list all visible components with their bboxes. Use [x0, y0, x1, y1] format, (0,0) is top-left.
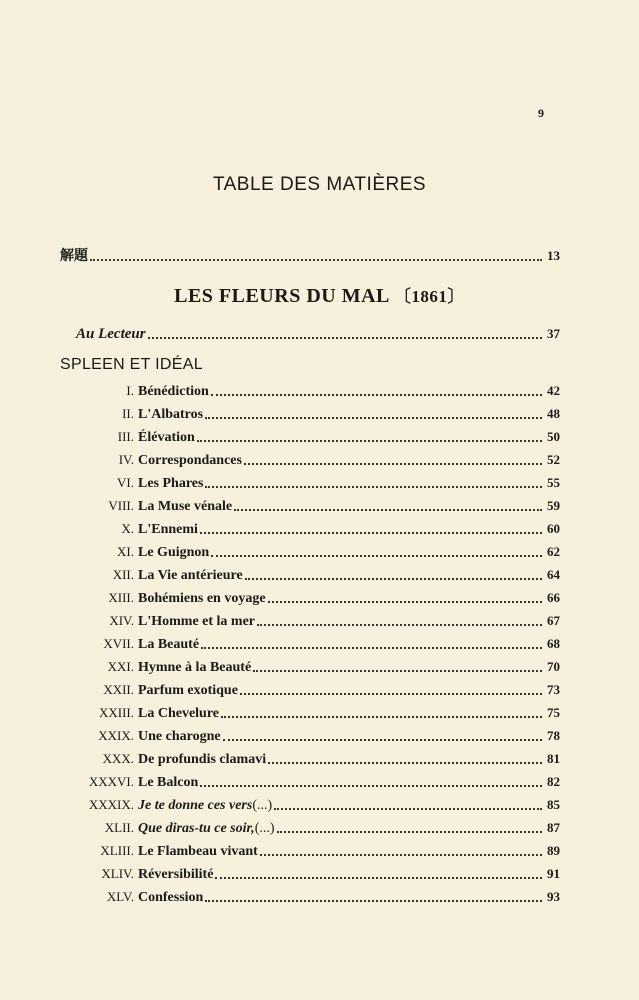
entry-title: Réversibilité [138, 867, 214, 882]
dot-leader [257, 623, 542, 626]
dot-leader [240, 692, 542, 695]
toc-entry [0, 657, 560, 677]
entry-page: 87 [547, 820, 560, 835]
kaidai-label: 解題 [60, 248, 88, 264]
entry-page: 62 [547, 544, 560, 559]
entry-title: L'Homme et la mer [138, 614, 256, 629]
dot-leader [200, 784, 542, 787]
toc-entry [0, 588, 560, 608]
toc-entry [0, 841, 560, 861]
entry-page: 73 [547, 682, 560, 697]
entry-page: 78 [547, 728, 560, 743]
entry-title: Correspondances [138, 453, 242, 468]
entry-page: 75 [547, 705, 560, 720]
entry-numeral: XIII. [108, 590, 134, 605]
dot-leader [205, 485, 542, 488]
entry-numeral: XLIII. [100, 843, 134, 858]
au-lecteur-page: 37 [547, 326, 560, 341]
dot-leader [200, 531, 542, 534]
entry-page: 91 [547, 866, 560, 881]
entry-page: 59 [547, 498, 560, 513]
entry-title: La Vie antérieure [138, 568, 243, 583]
dot-leader [268, 600, 542, 603]
entry-numeral: VIII. [108, 498, 134, 513]
dot-leader [268, 761, 542, 764]
section-title: LES FLEURS DU MAL [174, 285, 390, 307]
toc-title: TABLE DES MATIÈRES [212, 174, 427, 195]
dot-leader [234, 508, 542, 511]
part-heading: SPLEEN ET IDÉAL [60, 356, 203, 373]
entry-page: 93 [547, 889, 560, 904]
entry-page: 82 [547, 774, 560, 789]
entry-page: 60 [547, 521, 560, 536]
entry-numeral: III. [117, 429, 134, 444]
toc-row-kaidai [60, 246, 560, 266]
entry-suffix: (...) [254, 821, 275, 836]
page-number: 9 [538, 106, 544, 120]
entry-numeral: XXI. [107, 659, 134, 674]
dot-leader [211, 554, 542, 557]
entry-page: 85 [547, 797, 560, 812]
entry-numeral: XXX. [102, 751, 134, 766]
dot-leader [245, 577, 542, 580]
toc-entry [0, 795, 560, 815]
entry-page: 42 [547, 383, 560, 398]
entry-title: De profundis clamavi [138, 752, 267, 767]
entry-title: Le Balcon [138, 775, 199, 790]
entry-title: Les Phares [138, 476, 204, 491]
toc-entry [0, 703, 560, 723]
toc-entry [0, 864, 560, 884]
entry-numeral: XXIII. [98, 705, 134, 720]
dot-leader [260, 853, 542, 856]
entry-numeral: I. [126, 383, 134, 398]
au-lecteur-label: Au Lecteur [76, 326, 146, 342]
entry-title: Confession [138, 890, 204, 905]
entry-page: 67 [547, 613, 560, 628]
toc-entry [0, 473, 560, 493]
toc-row-au-lecteur [76, 324, 560, 344]
entry-page: 52 [547, 452, 560, 467]
entry-title: La Muse vénale [138, 499, 233, 514]
toc-entry [0, 680, 560, 700]
entry-page: 55 [547, 475, 560, 490]
dot-leader [211, 393, 542, 396]
entry-numeral: XIV. [109, 613, 134, 628]
entry-title: Bohémiens en voyage [138, 591, 266, 606]
entry-numeral: XII. [112, 567, 134, 582]
toc-entry [0, 726, 560, 746]
toc-entry [0, 519, 560, 539]
dot-leader [205, 899, 542, 902]
entry-numeral: XVII. [103, 636, 134, 651]
entry-title: La Beauté [138, 637, 200, 652]
entry-title: Une charogne [138, 729, 221, 744]
entry-title: Que diras-tu ce soir, [138, 821, 255, 836]
toc-entry [0, 542, 560, 562]
entry-page: 50 [547, 429, 560, 444]
entry-page: 64 [547, 567, 560, 582]
kaidai-page: 13 [547, 248, 560, 263]
toc-entry [0, 496, 560, 516]
toc-entry [0, 381, 560, 401]
entry-suffix: (...) [252, 798, 273, 813]
entry-numeral: XXII. [103, 682, 134, 697]
dot-leader [205, 416, 542, 419]
dot-leader [223, 738, 542, 741]
entry-numeral: XLIV. [101, 866, 134, 881]
entry-title: Je te donne ces vers [138, 798, 253, 813]
toc-entry [0, 450, 560, 470]
section-heading [0, 282, 639, 308]
dot-leader [253, 669, 542, 672]
toc-entry [0, 772, 560, 792]
toc-entry [0, 887, 560, 907]
entry-title: Bénédiction [138, 384, 209, 399]
entry-page: 89 [547, 843, 560, 858]
dot-leader [221, 715, 542, 718]
dot-leader [148, 336, 542, 339]
section-year: 〔1861〕 [393, 287, 465, 306]
entry-page: 68 [547, 636, 560, 651]
entry-numeral: XXXIX. [88, 797, 134, 812]
entry-numeral: VI. [117, 475, 134, 490]
entry-numeral: XLV. [106, 889, 134, 904]
entry-numeral: XXIX. [98, 728, 134, 743]
entry-title: L'Ennemi [138, 522, 198, 537]
dot-leader [244, 462, 542, 465]
dot-leader [274, 807, 542, 810]
dot-leader [215, 876, 542, 879]
entry-title: Le Flambeau vivant [138, 844, 258, 859]
entry-title: La Chevelure [138, 706, 220, 721]
toc-entry [0, 404, 560, 424]
toc-entry [0, 634, 560, 654]
dot-leader [90, 258, 542, 261]
entry-numeral: IV. [118, 452, 134, 467]
entry-title: Élévation [138, 430, 195, 445]
entry-numeral: XI. [117, 544, 134, 559]
entry-title: Le Guignon [138, 545, 210, 560]
dot-leader [201, 646, 542, 649]
toc-entry [0, 427, 560, 447]
toc-entry [0, 818, 560, 838]
entry-page: 70 [547, 659, 560, 674]
entry-numeral: X. [121, 521, 134, 536]
entry-page: 48 [547, 406, 560, 421]
toc-entry [0, 611, 560, 631]
entry-numeral: II. [122, 406, 134, 421]
dot-leader [197, 439, 542, 442]
toc-entry [0, 749, 560, 769]
toc-entry [0, 565, 560, 585]
entry-title: Parfum exotique [138, 683, 238, 698]
entry-numeral: XXXVI. [88, 774, 134, 789]
entry-page: 66 [547, 590, 560, 605]
entry-title: Hymne à la Beauté [138, 660, 252, 675]
entry-numeral: XLII. [104, 820, 134, 835]
entry-page: 81 [547, 751, 560, 766]
dot-leader [277, 830, 542, 833]
entry-title: L'Albatros [138, 407, 204, 422]
